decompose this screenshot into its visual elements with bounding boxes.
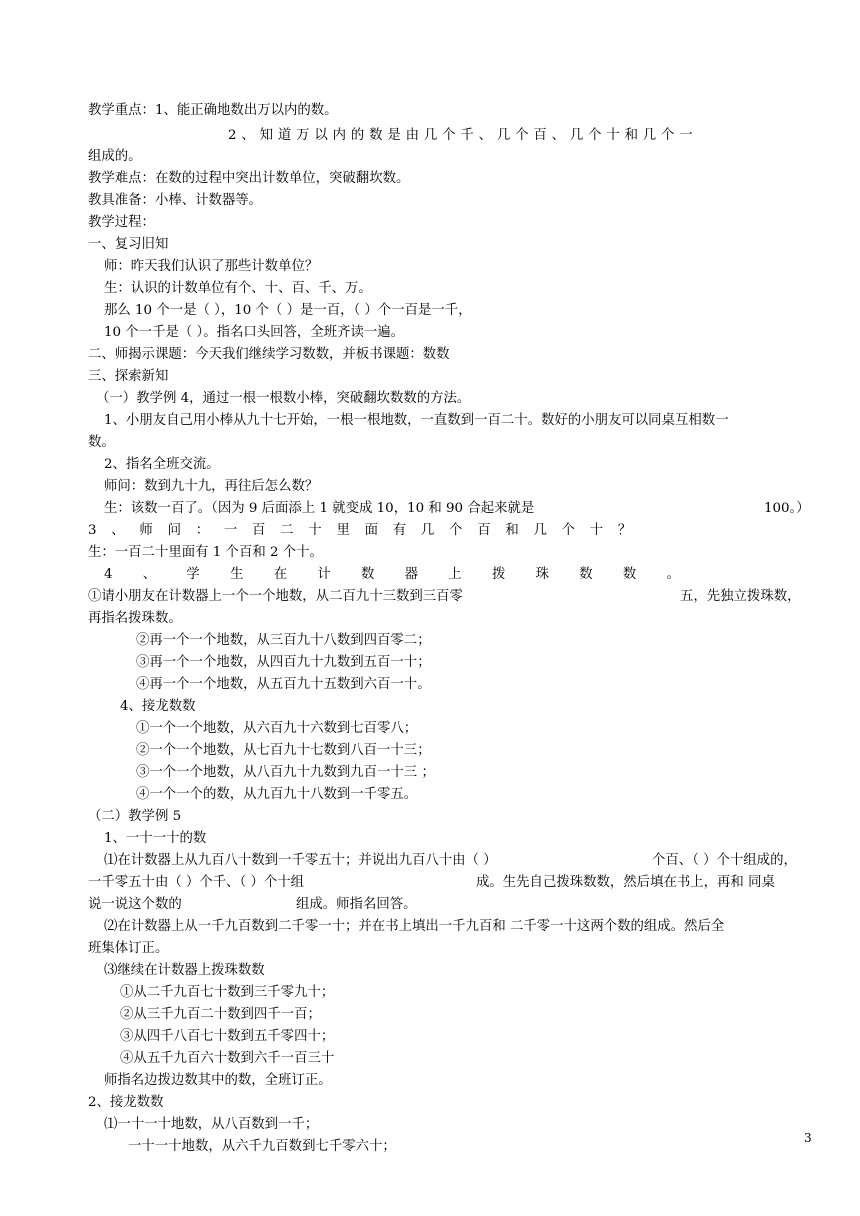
key-point-1: 教学重点：1、能正确地数出万以内的数。 xyxy=(88,103,338,118)
section-3-heading: 三、探索新知 xyxy=(88,369,169,384)
section-2-heading: 二、师揭示课题：今天我们继续学习数数，并板书课题：数数 xyxy=(88,347,450,362)
bead-count-1: ①请小朋友在计数器上一个一个地数，从二百九十三数到三百零 xyxy=(88,589,463,604)
materials: 教具准备：小棒、计数器等。 xyxy=(88,193,263,208)
student-reply: 生：该数一百了。（因为 9 后面添上 1 就变成 10，10 和 90 合起来就是 xyxy=(104,501,535,516)
bead-count-1-end: 五，先独立拨珠数， xyxy=(680,589,801,604)
tens-1-end: 个百、（ ）个十组成的， xyxy=(652,853,797,868)
step-2: 2、指名全班交流。 xyxy=(104,457,220,472)
key-point-2 xyxy=(228,125,814,147)
tens-1-cont-2-end: 组成。师指名回答。 xyxy=(296,897,417,912)
bead-count-2: ②再一个一个地数，从三百九十八数到四百零二； xyxy=(136,633,431,648)
bead-count-3: ③再一个一个地数，从四百九十九数到五百一十； xyxy=(136,655,431,670)
step-1: 1、小朋友自己用小棒从九十七开始，一根一根地数，一直数到一百二十。数好的小朋友可以同桌互相数一 xyxy=(104,413,729,428)
step-4 xyxy=(104,564,814,586)
tens-3-b: ②从三千九百二十数到四千一百； xyxy=(120,1007,321,1022)
tens-3-c: ③从四千八百七十数到五千零四十； xyxy=(120,1029,335,1044)
relay-4: ④一个一个的数，从九百九十八数到一千零五。 xyxy=(136,787,418,802)
relay-2-heading: 2、接龙数数 xyxy=(88,1095,164,1110)
example-5-heading: （二）教学例 5 xyxy=(88,809,182,824)
step-3 xyxy=(88,520,814,542)
difficulty: 教学难点：在数的过程中突出计数单位，突破翻坎数。 xyxy=(88,171,410,186)
tens-3-d: ④从五千九百六十数到六千一百三十 xyxy=(120,1051,335,1066)
tens-1: ⑴在计数器上从九百八十数到一千零五十；并说出九百八十由（ ） xyxy=(104,853,497,868)
step-1-cont: 数。 xyxy=(88,435,115,450)
tens-3-summary: 师指名边拨边数其中的数，全班订正。 xyxy=(104,1073,332,1088)
relay-2-b: 一十一十地数，从六千九百数到七千零六十； xyxy=(128,1139,396,1154)
page-number: 3 xyxy=(804,1131,812,1145)
step-3-text: 3 、 师 问 ： 一 百 二 十 里 面 有 几 个 百 和 几 个 十 ？ xyxy=(88,523,632,538)
example-4-heading: （一）教学例 4，通过一根一根数小棒，突破翻坎数数的方法。 xyxy=(96,391,471,406)
section-1-heading: 一、复习旧知 xyxy=(88,237,169,252)
fill-blank-2: 10 个一千是（ ）。指名口头回答，全班齐读一遍。 xyxy=(104,325,405,340)
relay-2-a: ⑴一十一十地数，从八百数到一千； xyxy=(104,1117,319,1132)
relay-1: ①一个一个地数，从六百九十六数到七百零八； xyxy=(136,721,418,736)
process-heading: 教学过程： xyxy=(88,215,155,230)
step-4-text: 4 、 学 生 在 计 数 器 上 拨 珠 数 数 。 xyxy=(104,567,680,582)
key-point-2-text: 2 、 知 道 万 以 内 的 数 是 由 几 个 千 、 几 个 百 、 几 个 十 和 几 个 一 xyxy=(228,128,693,143)
tens-3: ⑶继续在计数器上拨珠数数 xyxy=(104,963,265,978)
bead-count-4: ④再一个一个地数，从五百九十五数到六百一十。 xyxy=(136,677,431,692)
step-3-answer: 生：一百二十里面有 1 个百和 2 个十。 xyxy=(88,545,323,560)
fill-blank-1: 那么 10 个一是（ ），10 个（ ）是一百，（ ）个一百是一千， xyxy=(104,303,472,318)
tens-1-cont-2: 说一说这个数的 xyxy=(88,897,182,912)
relay-heading: 4、接龙数数 xyxy=(120,699,196,714)
tens-2-cont: 班集体订正。 xyxy=(88,941,169,956)
student-answer: 生：认识的计数单位有个、十、百、千、万。 xyxy=(104,281,372,296)
bead-count-1-cont: 再指名拨珠数。 xyxy=(88,611,182,626)
relay-3: ③一个一个地数，从八百九十九数到九百一十三 ； xyxy=(136,765,435,780)
tens-2: ⑵在计数器上从一千九百数到二千零一十；并在书上填出一千九百和 二千零一十这两个数的组成。然后全 xyxy=(104,919,725,934)
tens-1-cont: 一千零五十由（ ）个千、（ ）个十组 xyxy=(88,875,305,890)
teacher-question: 师：昨天我们认识了那些计数单位？ xyxy=(104,259,319,274)
key-point-2-cont: 组成的。 xyxy=(88,149,142,164)
tens-3-a: ①从二千九百七十数到三千零九十； xyxy=(120,985,335,1000)
tens-1-cont-end: 成。生先自己拨珠数数，然后填在书上，再和 同桌 xyxy=(476,875,775,890)
teacher-asks: 师问：数到九十九，再往后怎么数？ xyxy=(104,479,319,494)
relay-2: ②一个一个地数，从七百九十七数到八百一十三； xyxy=(136,743,431,758)
student-reply-end: 100。） xyxy=(764,501,810,516)
tens-heading: 1、一十一十的数 xyxy=(104,831,207,846)
